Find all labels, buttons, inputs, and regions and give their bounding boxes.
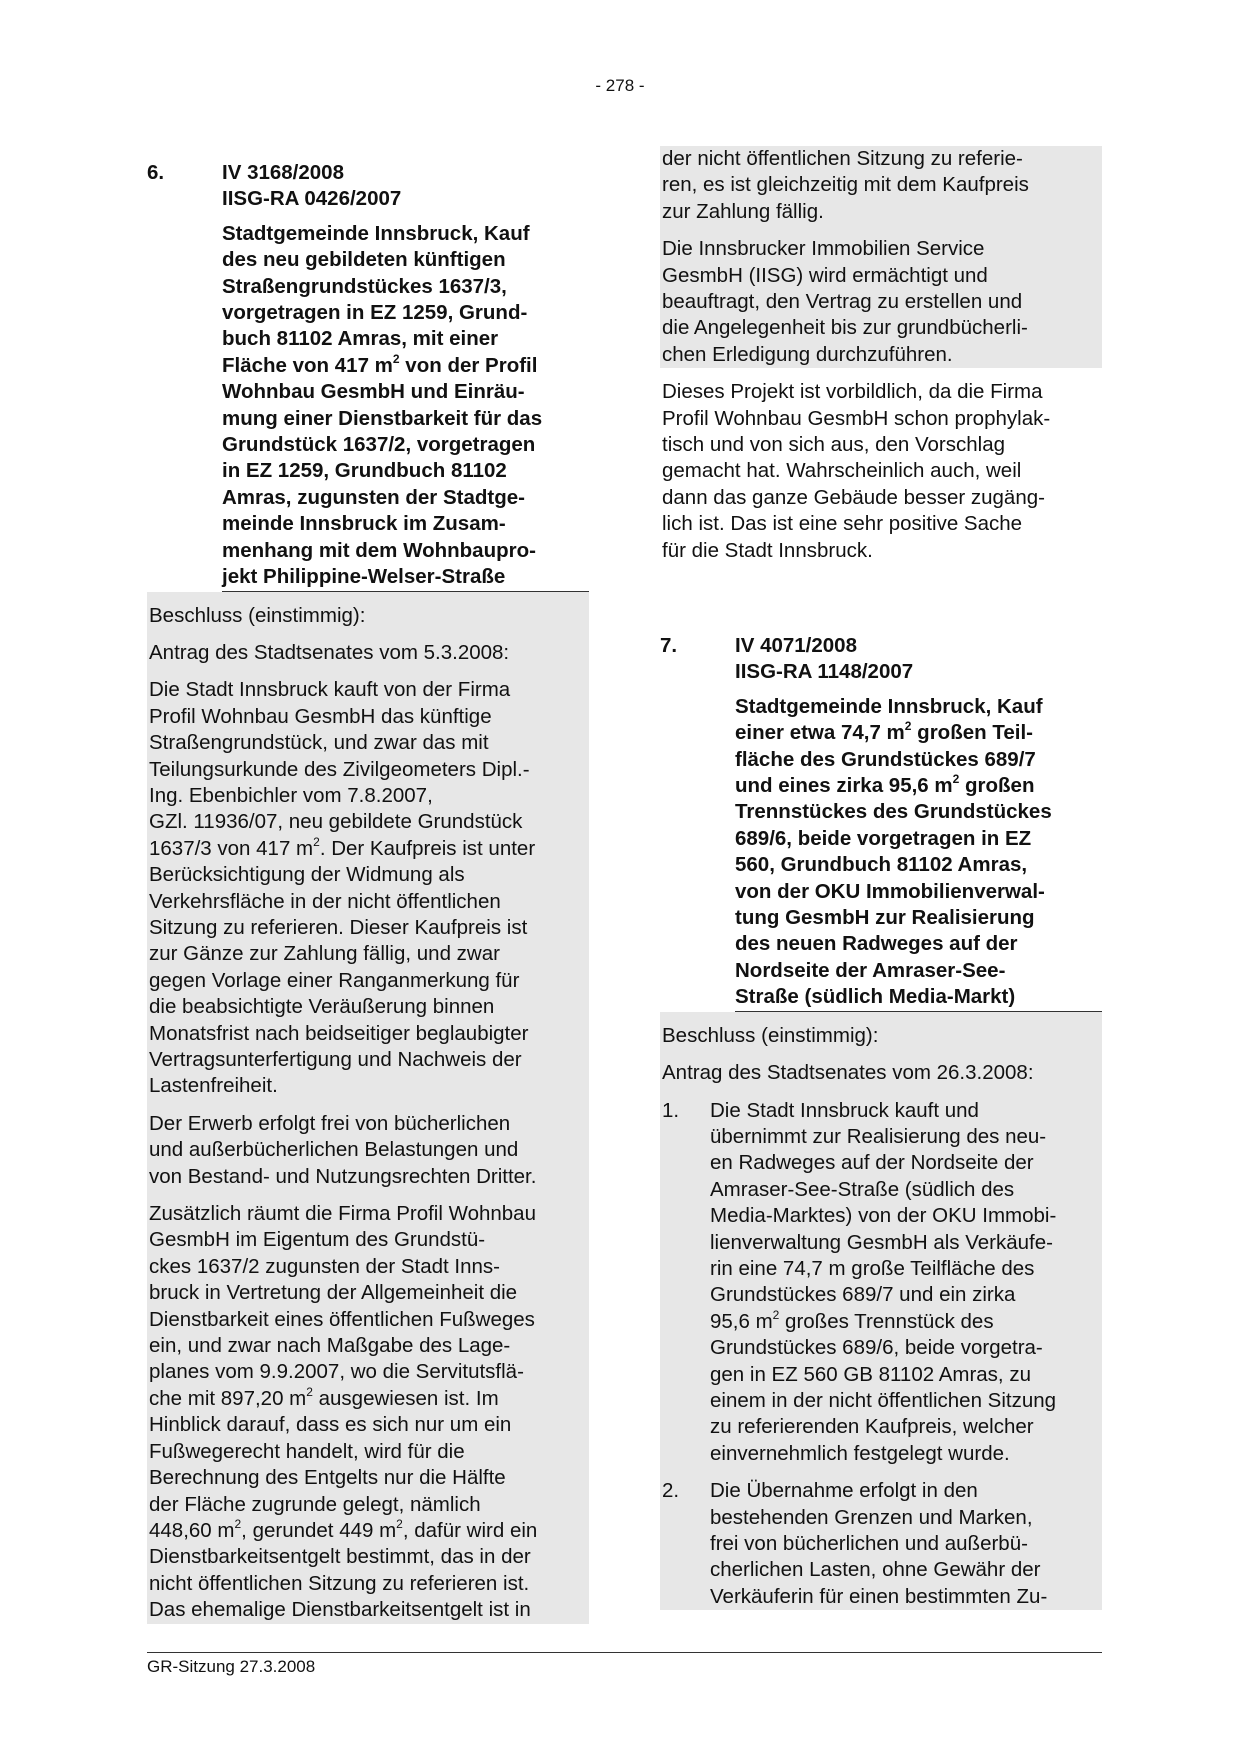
title-line: Amras, zugunsten der Stadtge- (222, 485, 525, 509)
title-line: tung GesmbH zur Realisierung (735, 906, 1035, 930)
title-line: des neu gebildeten künftigen (222, 248, 506, 272)
list-item: 2. Die Übernahme erfolgt in den bestehenden Grenzen und Marken, frei von bücherlichen und außerbü- cherlichen Lasten, ohne Gewähr der Verkäuferin für einen bestimmten Zu- (662, 1479, 1048, 1608)
title-line: Trennstückes des Grundstückes (735, 800, 1052, 824)
left-column (147, 160, 589, 1624)
title-line: Wohnbau GesmbH und Einräu- (222, 380, 525, 404)
title-line: Stadtgemeinde Innsbruck, Kauf (222, 221, 530, 245)
antrag-label: Antrag des Stadtsenates vom 26.3.2008: (662, 1061, 1034, 1085)
title-line: mung einer Dienstbarkeit für das (222, 406, 543, 430)
title-line: Fläche von 417 $m^2$ von der Profil (222, 351, 538, 377)
title-line: vorgetragen in EZ 1259, Grund- (222, 301, 528, 325)
item7-header (660, 633, 1102, 686)
item6-paragraph-4: Die Innsbrucker Immobilien Service GesmbH (IISG) wird ermächtigt und beauftragt, den Vertrag zu erstellen und die Angelegenheit bis zur grundbücherli- chen Erledigung durchzuführen. (662, 237, 1028, 366)
beschluss-label: Beschluss (einstimmig): (662, 1023, 879, 1047)
item7-resolution (660, 1012, 1102, 1611)
title-line: menhang mit dem Wohnbaupro- (222, 538, 536, 562)
title-line: Straße (südlich Media-Markt) (735, 985, 1016, 1009)
footer-text: GR-Sitzung 27.3.2008 (147, 1657, 316, 1676)
item6-paragraph-2: Der Erwerb erfolgt frei von bücherlichen und außerbücherlichen Belastungen und von Bestand- und Nutzungsrechten Dritter. (149, 1111, 537, 1188)
item7-block (660, 633, 1102, 1610)
page-number: - 278 - (595, 76, 645, 95)
footer-rule (147, 1652, 1102, 1653)
title-line: und eines zirka 95,6 $m^2$ großen (735, 772, 1035, 798)
title-line: 560, Grundbuch 81102 Amras, (735, 853, 1028, 877)
title-line: Grundstück 1637/2, vorgetragen (222, 433, 536, 457)
item6-continuation: der nicht öffentlichen Sitzung zu referie- ren, es ist gleichzeitig mit dem Kaufpreis zur Zahlung fällig. Die Innsbrucker Immobilien Service GesmbH (IISG) wird ermächtigt und beauftragt, den Vertrag zu erstellen und die Angelegenheit bis zur grundbücherli- chen Erledigung durchzuführen. (660, 146, 1102, 368)
item6-ids (222, 160, 401, 213)
item7-id2: IISG-RA 1148/2007 (735, 660, 914, 684)
item6-id1: IV 3168/2008 (222, 161, 344, 184)
item6-id2: IISG-RA 0426/2007 (222, 187, 402, 211)
title-line: in EZ 1259, Grundbuch 81102 (222, 459, 507, 483)
item6-comment: Dieses Projekt ist vorbildlich, da die Firma Profil Wohnbau GesmbH schon prophylak- tisch und von sich aus, den Vorschlag gemacht hat. Wahrscheinlich auch, weil dann das ganze Gebäude besser zugäng- lich ist. Das ist eine sehr positive Sache für die Stadt Innsbruck. (662, 380, 1051, 562)
title-line: buch 81102 Amras, mit einer (222, 327, 499, 351)
right-column (660, 146, 1102, 564)
item7-ids (735, 633, 913, 686)
title-line: einer etwa 74,7 $m^2$ großen Teil- (735, 719, 1033, 745)
item6-paragraph-3: Zusätzlich räumt die Firma Profil Wohnbau GesmbH im Eigentum des Grundstü- ckes 1637/2 zugunsten der Stadt Inns- bruck in Vertretung der Allgemeinheit die Dienstbarkeit eines öffentlichen Fußweges ein, und zwar nach Maßgabe des Lage- planes vom 9.9.2007, wo die Servitutsflä- che mit 897,20 $m^2$ ausgewiesen ist. Im Hinblick darauf, dass es sich nur um ein Fußwegerecht handelt, wird für die Berechnung des Entgelts nur die Hälfte der Fläche zugrunde gelegt, nämlich 448,60 $m^2$, gerundet 449 $m^2$, dafür wird ein Dienstbarkeitsentgelt bestimmt, das in der nicht öffentlichen Sitzung zu referieren ist. Das ehemalige Dienstbarkeitsentgelt ist in (149, 1202, 538, 1622)
title-line: von der OKU Immobilienverwal- (735, 879, 1045, 903)
item6-header (147, 160, 589, 213)
title-line: Nordseite der Amraser-See- (735, 958, 1006, 982)
item6-number: 6. (147, 161, 165, 184)
title-line: Stadtgemeinde Innsbruck, Kauf (735, 694, 1043, 718)
title-line: meinde Innsbruck im Zusam- (222, 512, 506, 536)
title-line: fläche des Grundstückes 689/7 (735, 747, 1036, 771)
title-line: 689/6, beide vorgetragen in EZ (735, 826, 1032, 850)
item6-resolution (147, 592, 589, 1624)
title-line: Straßengrundstückes 1637/3, (222, 274, 507, 298)
item6-paragraph-1: Die Stadt Innsbruck kauft von der Firma Profil Wohnbau GesmbH das künftige Straßengrundstück, und zwar das mit Teilungsurkunde des Zivilgeometers Dipl.- Ing. Ebenbichler vom 7.8.2007, GZl. 11936/07, neu gebildete Grundstück 1637/3 von 417 $m^2$. Der Kaufpreis ist unter Berücksichtigung der Widmung als Verkehrsfläche in der nicht öffentlichen Sitzung zu referieren. Dieser Kaufpreis ist zur Gänze zur Zahlung fällig, und zwar gegen Vorlage einer Ranganmerkung für die beabsichtigte Veräußerung binnen Monatsfrist nach beidseitiger beglaubigter Vertragsunterfertigung und Nachweis der Lastenfreiheit. (149, 678, 536, 1098)
item7-title (735, 694, 1102, 1012)
title-line: jekt Philippine-Welser-Straße (222, 565, 506, 589)
antrag-label: Antrag des Stadtsenates vom 5.3.2008: (149, 640, 510, 664)
list-item: 1. Die Stadt Innsbruck kauft und übernimmt zur Realisierung des neu- en Radweges auf der Nordseite der Amraser-See-Straße (südlich des Media-Marktes) von der OKU Immobi- lienverwaltung GesmbH als Verkäufe- rin eine 74,7 m große Teilfläche des Grundstückes 689/7 und ein zirka 95,6 $m^2$ großes Trennstück des Grundstückes 689/6, beide vorgetra- gen in EZ 560 GB 81102 Amras, zu einem in der nicht öffentlichen Sitzung zu referierenden Kaufpreis, welcher einvernehmlich festgelegt wurde. (662, 1098, 1057, 1465)
item7-id1: IV 4071/2008 (735, 634, 857, 657)
item6-title (222, 221, 589, 592)
beschluss-label: Beschluss (einstimmig): (149, 603, 366, 627)
item7-number: 7. (660, 634, 678, 657)
title-line: des neuen Radweges auf der (735, 932, 1018, 956)
